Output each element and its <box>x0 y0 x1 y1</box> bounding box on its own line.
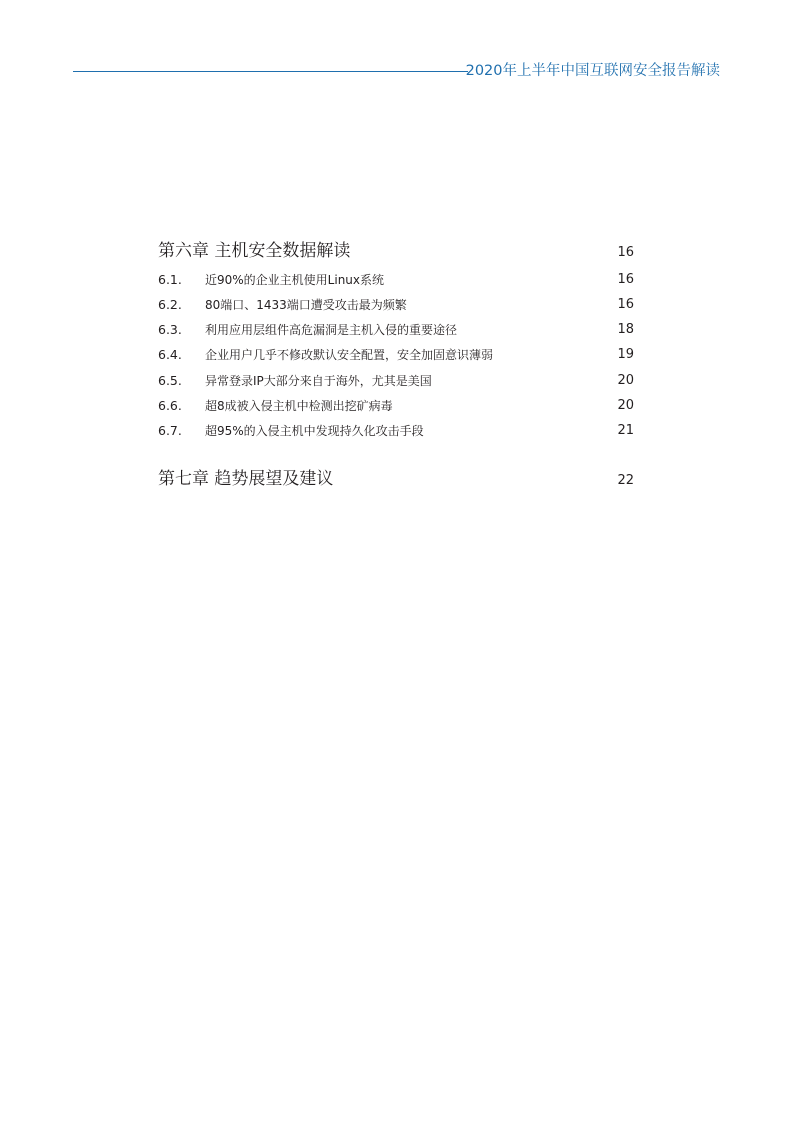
chapter-title: 第七章 趋势展望及建议 <box>158 469 334 489</box>
section-title: 超8成被入侵主机中检测出挖矿病毒 <box>205 399 393 413</box>
section-page-number: 20 <box>617 398 634 413</box>
section-page-number: 20 <box>617 373 634 388</box>
section-number: 6.1. <box>158 272 182 287</box>
section-title: 近90%的企业主机使用Linux系统 <box>205 273 385 287</box>
section-number: 6.7. <box>158 423 182 438</box>
section-page-number: 18 <box>617 322 634 337</box>
section-title: 利用应用层组件高危漏洞是主机入侵的重要途径 <box>205 323 458 337</box>
chapter-page-number: 22 <box>617 473 634 488</box>
section-number: 6.3. <box>158 322 182 337</box>
section-number: 6.6. <box>158 398 182 413</box>
section-number: 6.5. <box>158 373 182 388</box>
section-title: 80端口、1433端口遭受攻击最为频繁 <box>205 298 407 312</box>
chapter-page-number: 16 <box>617 245 634 260</box>
section-page-number: 19 <box>617 347 634 362</box>
section-page-number: 16 <box>617 272 634 287</box>
header-rule <box>73 71 468 72</box>
section-title: 超95%的入侵主机中发现持久化攻击手段 <box>205 424 424 438</box>
section-title: 异常登录IP大部分来自于海外，尤其是美国 <box>205 374 432 388</box>
chapter-title: 第六章 主机安全数据解读 <box>158 241 351 261</box>
section-page-number: 21 <box>617 423 634 438</box>
section-page-number: 16 <box>617 297 634 312</box>
section-title: 企业用户几乎不修改默认安全配置，安全加固意识薄弱 <box>205 348 494 362</box>
section-number: 6.2. <box>158 297 182 312</box>
section-number: 6.4. <box>158 347 182 362</box>
running-header-title: 2020年上半年中国互联网安全报告解读 <box>465 63 720 79</box>
